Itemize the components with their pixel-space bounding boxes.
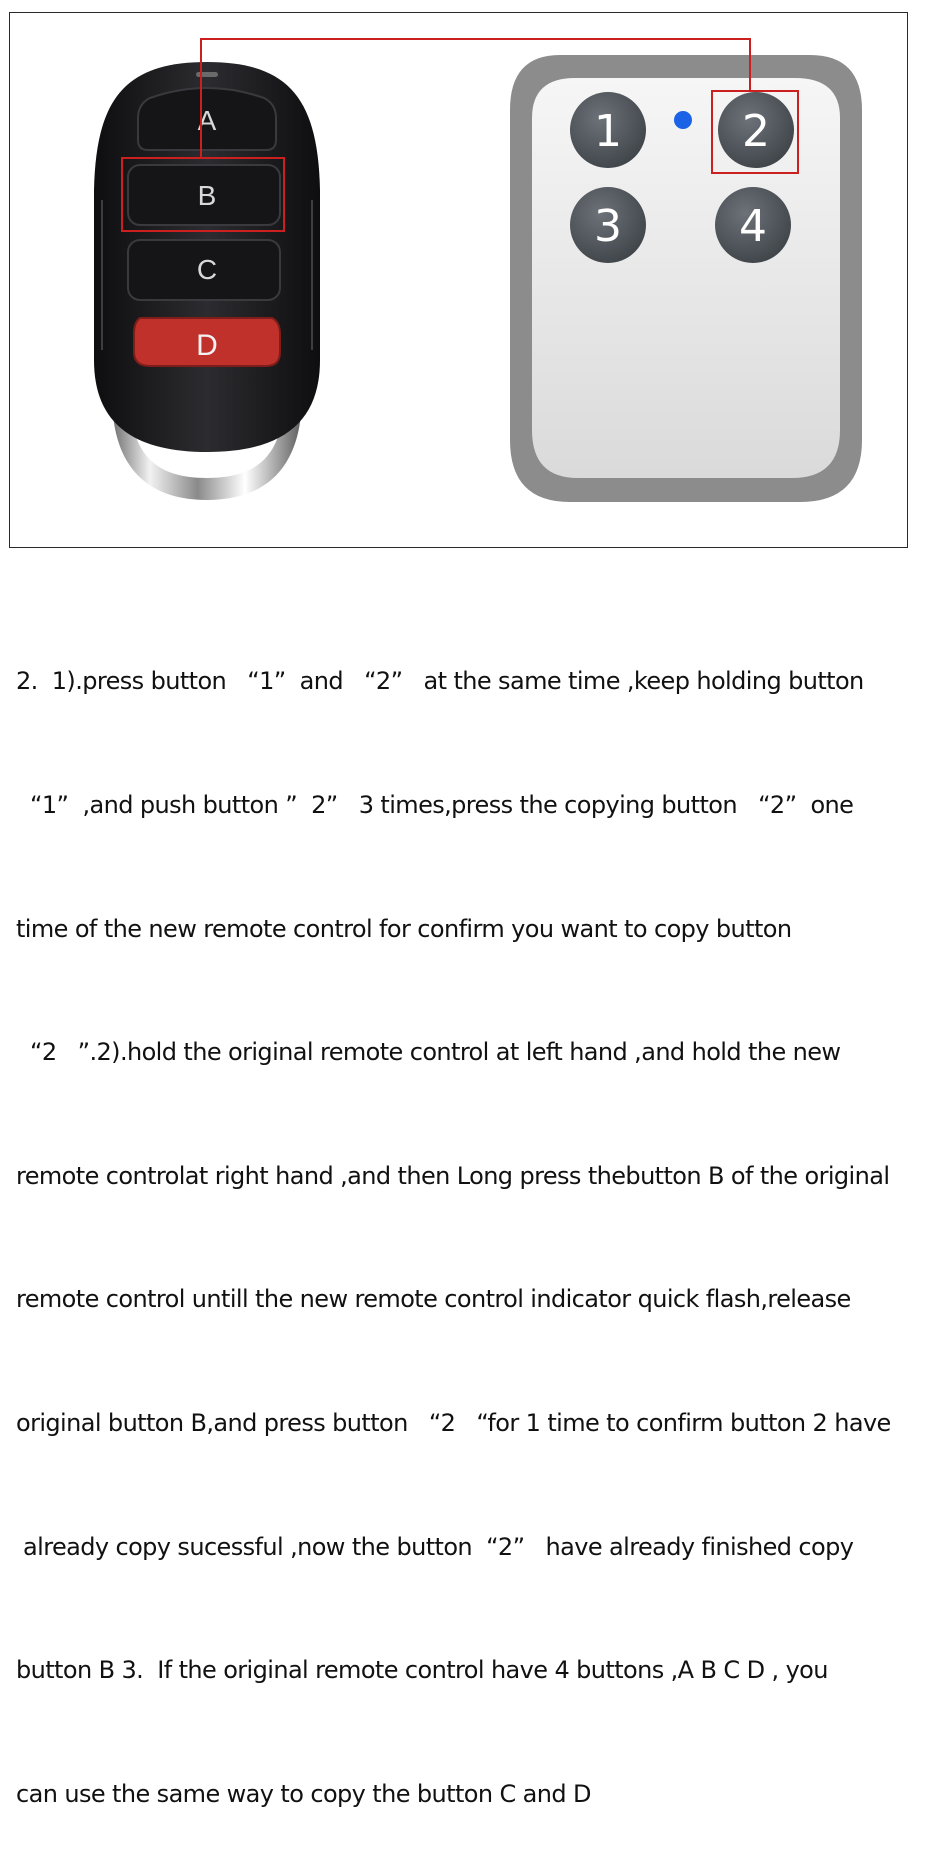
instruction-line: 2. 1).press button “1” and “2” at the same time ,keep holding button <box>16 667 864 696</box>
original-remote <box>94 62 320 500</box>
fob-label-b: B <box>197 180 217 211</box>
remote-illustration <box>0 0 950 560</box>
fob-label-a: A <box>197 105 217 136</box>
new-remote-label-1: 1 <box>594 106 622 157</box>
new-remote-button-1[interactable] <box>570 92 646 168</box>
fob-button-a[interactable] <box>138 88 276 150</box>
instruction-line: “2 ”.2).hold the original remote control at left hand ,and hold the new <box>16 1038 841 1067</box>
instruction-line: already copy sucessful ,now the button “2” have already finished copy <box>16 1532 854 1561</box>
instruction-line: can use the same way to copy the button C and D <box>16 1779 591 1808</box>
instruction-line: time of the new remote control for confirm you want to copy button <box>16 914 792 943</box>
instruction-line: original button B,and press button “2 “for 1 time to confirm button 2 have <box>16 1409 891 1438</box>
fob-label-d: D <box>196 329 218 362</box>
new-remote-label-3: 3 <box>594 201 622 252</box>
fob-label-c: C <box>196 254 218 285</box>
new-remote <box>510 55 862 502</box>
instruction-line: button B 3. If the original remote control have 4 buttons ,A B C D , you <box>16 1656 828 1685</box>
fob-button-b[interactable] <box>128 165 280 225</box>
fob-button-c[interactable] <box>128 240 280 300</box>
instructions-text <box>16 579 936 1856</box>
new-remote-label-4: 4 <box>739 201 767 252</box>
fob-button-d[interactable] <box>134 318 280 366</box>
instruction-line: remote controlat right hand ,and then Long press thebutton B of the original <box>16 1161 890 1190</box>
instruction-line: remote control untill the new remote control indicator quick flash,release <box>16 1285 851 1314</box>
new-remote-button-3[interactable] <box>570 187 646 263</box>
new-remote-button-4[interactable] <box>715 187 791 263</box>
instruction-line: “1” ,and push button ” 2” 3 times,press the copying button “2” one <box>16 791 854 820</box>
new-remote-button-2[interactable] <box>718 92 794 168</box>
new-remote-label-2: 2 <box>742 106 770 157</box>
indicator-led <box>674 111 692 129</box>
